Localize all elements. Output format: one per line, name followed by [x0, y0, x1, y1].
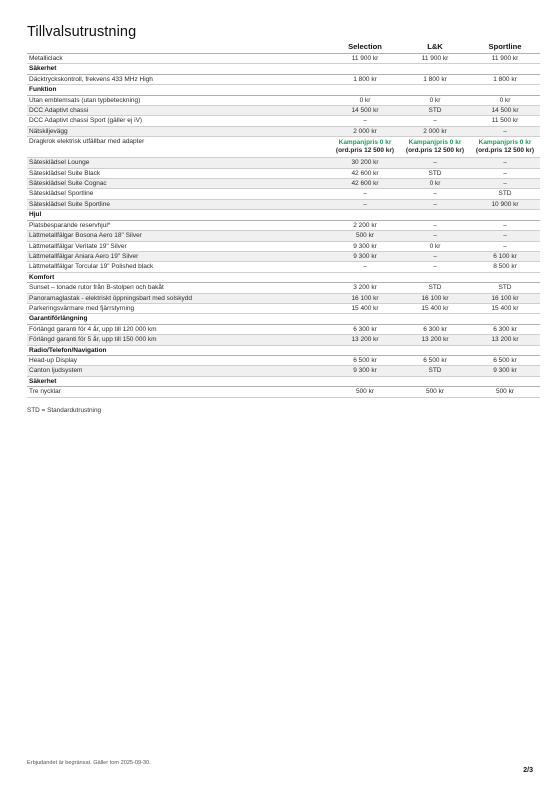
price-cell: 500 kr: [470, 387, 540, 397]
option-label: Förlängd garanti för 4 år, upp till 120 000 km: [27, 324, 330, 334]
price-cell: 500 kr: [400, 387, 470, 397]
option-label: DCC Adaptivt chassi Sport (gäller ej iV): [27, 116, 330, 126]
price-cell: 1 800 kr: [330, 74, 400, 84]
price-cell: –: [400, 220, 470, 230]
price-cell: 14 500 kr: [330, 106, 400, 116]
section-header-row: [27, 64, 540, 74]
price-cell: 3 200 kr: [330, 283, 400, 293]
options-price-table: [27, 41, 540, 398]
price-cell: –: [400, 158, 470, 168]
campaign-price: Kampanjpris 0 kr: [338, 139, 392, 147]
section-header-row: [27, 376, 540, 386]
price-cell: –: [470, 158, 540, 168]
table-row: [27, 283, 540, 293]
table-row: [27, 241, 540, 251]
price-cell: 15 400 kr: [470, 303, 540, 313]
table-row: [27, 158, 540, 168]
table-row: [27, 231, 540, 241]
price-cell: 10 900 kr: [470, 199, 540, 209]
price-cell: 1 800 kr: [400, 74, 470, 84]
price-cell: 6 300 kr: [400, 324, 470, 334]
section-header-row: [27, 85, 540, 95]
price-cell: 500 kr: [330, 387, 400, 397]
option-label: DCC Adaptivt chassi: [27, 106, 330, 116]
price-cell: 2 200 kr: [330, 220, 400, 230]
option-label: Lättmetallfälgar Veritate 19" Silver: [27, 241, 330, 251]
price-cell: STD: [470, 283, 540, 293]
price-cell: –: [470, 241, 540, 251]
table-row: [27, 199, 540, 209]
price-cell: 16 100 kr: [400, 293, 470, 303]
table-row: [27, 335, 540, 345]
table-row: [27, 179, 540, 189]
table-row: [27, 137, 540, 158]
section-title: Garantiförlängning: [27, 314, 540, 324]
table-row: [27, 324, 540, 334]
table-header-row: [27, 41, 540, 54]
option-label: Sätesklädsel Suite Cognac: [27, 179, 330, 189]
price-cell: 13 200 kr: [470, 335, 540, 345]
header-lk: L&K: [427, 42, 443, 51]
price-cell: STD: [400, 168, 470, 178]
price-cell: 9 300 kr: [330, 251, 400, 261]
campaign-price-cell: [330, 137, 400, 158]
option-label: Lättmetallfälgar Aniara Aero 19" Silver: [27, 251, 330, 261]
option-label: Platsbesparande reservhjul*: [27, 220, 330, 230]
price-cell: 0 kr: [400, 241, 470, 251]
price-cell: 42 600 kr: [330, 168, 400, 178]
price-cell: 0 kr: [400, 179, 470, 189]
price-cell: 9 300 kr: [330, 366, 400, 376]
section-title: Säkerhet: [27, 376, 540, 386]
section-title: Komfort: [27, 272, 540, 282]
table-row: [27, 303, 540, 313]
table-row: [27, 106, 540, 116]
header-selection: Selection: [348, 42, 382, 51]
option-label: Canton ljudsystem: [27, 366, 330, 376]
price-cell: 6 500 kr: [400, 355, 470, 365]
table-row: [27, 168, 540, 178]
table-row: [27, 74, 540, 84]
price-cell: 1 800 kr: [470, 74, 540, 84]
table-row: [27, 95, 540, 105]
price-cell: 9 300 kr: [330, 241, 400, 251]
option-label: Lättmetallfälgar Bosona Aero 18" Silver: [27, 231, 330, 241]
price-cell: 15 400 kr: [330, 303, 400, 313]
option-label: Utan emblemsats (utan typbeteckning): [27, 95, 330, 105]
option-label: Metalliclack: [27, 54, 330, 64]
price-cell: 500 kr: [330, 231, 400, 241]
price-cell: 6 100 kr: [470, 251, 540, 261]
table-row: [27, 189, 540, 199]
price-cell: 6 300 kr: [330, 324, 400, 334]
table-row: [27, 126, 540, 136]
campaign-price: Kampanjpris 0 kr: [478, 139, 532, 147]
option-label: Förlängd garanti för 5 år, upp till 150 000 km: [27, 335, 330, 345]
price-cell: 13 200 kr: [330, 335, 400, 345]
option-label: Panoramaglastak - elektriskt öppningsbart med solskydd: [27, 293, 330, 303]
table-row: [27, 262, 540, 272]
price-cell: 30 200 kr: [330, 158, 400, 168]
price-cell: 6 500 kr: [470, 355, 540, 365]
option-label: Nätskiljevägg: [27, 126, 330, 136]
price-cell: 11 900 kr: [470, 54, 540, 64]
price-cell: –: [400, 231, 470, 241]
price-cell: 11 900 kr: [330, 54, 400, 64]
table-row: [27, 387, 540, 397]
price-cell: 42 600 kr: [330, 179, 400, 189]
price-cell: –: [470, 168, 540, 178]
price-cell: –: [470, 231, 540, 241]
table-row: [27, 251, 540, 261]
price-cell: STD: [400, 283, 470, 293]
option-label: Dragkrok elektrisk utfällbar med adapter: [27, 137, 330, 158]
table-row: [27, 54, 540, 64]
ordinary-price: (ord.pris 12 500 kr): [335, 147, 395, 155]
price-cell: 11 500 kr: [470, 116, 540, 126]
price-cell: 6 300 kr: [470, 324, 540, 334]
campaign-price-cell: [400, 137, 470, 158]
price-cell: –: [400, 251, 470, 261]
price-cell: –: [330, 189, 400, 199]
price-cell: 8 500 kr: [470, 262, 540, 272]
section-title: Funktion: [27, 85, 540, 95]
page-title: Tillvalsutrustning: [27, 24, 137, 40]
option-label: Sätesklädsel Suite Black: [27, 168, 330, 178]
section-header-row: [27, 345, 540, 355]
option-label: Lättmetallfälgar Torcular 19" Polished black: [27, 262, 330, 272]
price-cell: 15 400 kr: [400, 303, 470, 313]
disclaimer: Erbjudandet är begränsat. Gäller tom 2025-09-30.: [27, 760, 151, 766]
table-row: [27, 293, 540, 303]
price-cell: STD: [470, 189, 540, 199]
campaign-price-cell: [470, 137, 540, 158]
footnote: STD = Standardutrustning: [27, 407, 102, 414]
campaign-price: Kampanjpris 0 kr: [408, 139, 462, 147]
price-cell: 2 000 kr: [400, 126, 470, 136]
price-cell: 2 000 kr: [330, 126, 400, 136]
price-cell: 16 100 kr: [470, 293, 540, 303]
price-cell: 0 kr: [470, 95, 540, 105]
price-cell: 14 500 kr: [470, 106, 540, 116]
price-cell: 13 200 kr: [400, 335, 470, 345]
ordinary-price: (ord.pris 12 500 kr): [475, 147, 535, 155]
option-label: Sätesklädsel Lounge: [27, 158, 330, 168]
price-cell: –: [400, 199, 470, 209]
page-number: 2/3: [523, 767, 533, 774]
option-label: Tre nycklar: [27, 387, 330, 397]
price-cell: –: [400, 116, 470, 126]
section-header-row: [27, 272, 540, 282]
header-sportline: Sportline: [488, 42, 522, 51]
option-label: Sätesklädsel Suite Sportline: [27, 199, 330, 209]
price-cell: STD: [400, 366, 470, 376]
section-header-row: [27, 210, 540, 220]
price-cell: 11 900 kr: [400, 54, 470, 64]
section-title: Hjul: [27, 210, 540, 220]
price-cell: STD: [400, 106, 470, 116]
price-cell: 0 kr: [400, 95, 470, 105]
section-title: Säkerhet: [27, 64, 540, 74]
table-row: [27, 355, 540, 365]
price-cell: –: [400, 189, 470, 199]
header-option: [27, 41, 330, 54]
price-cell: –: [330, 116, 400, 126]
price-cell: –: [330, 262, 400, 272]
price-cell: –: [470, 220, 540, 230]
price-cell: 9 300 kr: [470, 366, 540, 376]
table-row: [27, 366, 540, 376]
table-row: [27, 116, 540, 126]
option-label: Sätesklädsel Sportline: [27, 189, 330, 199]
section-title: Radio/Telefon/Navigation: [27, 345, 540, 355]
option-label: Head-up Display: [27, 355, 330, 365]
table-row: [27, 220, 540, 230]
price-cell: –: [400, 262, 470, 272]
section-header-row: [27, 314, 540, 324]
option-label: Sunset – tonade rutor från B-stolpen och bakåt: [27, 283, 330, 293]
ordinary-price: (ord.pris 12 500 kr): [405, 147, 465, 155]
option-label: Däcktryckskontroll, frekvens 433 MHz High: [27, 74, 330, 84]
price-cell: 0 kr: [330, 95, 400, 105]
price-cell: 16 100 kr: [330, 293, 400, 303]
price-cell: 6 500 kr: [330, 355, 400, 365]
option-label: Parkeringsvärmare med fjärrstyrning: [27, 303, 330, 313]
table-body: [27, 54, 540, 398]
price-cell: –: [330, 199, 400, 209]
price-cell: –: [470, 126, 540, 136]
price-cell: –: [470, 179, 540, 189]
